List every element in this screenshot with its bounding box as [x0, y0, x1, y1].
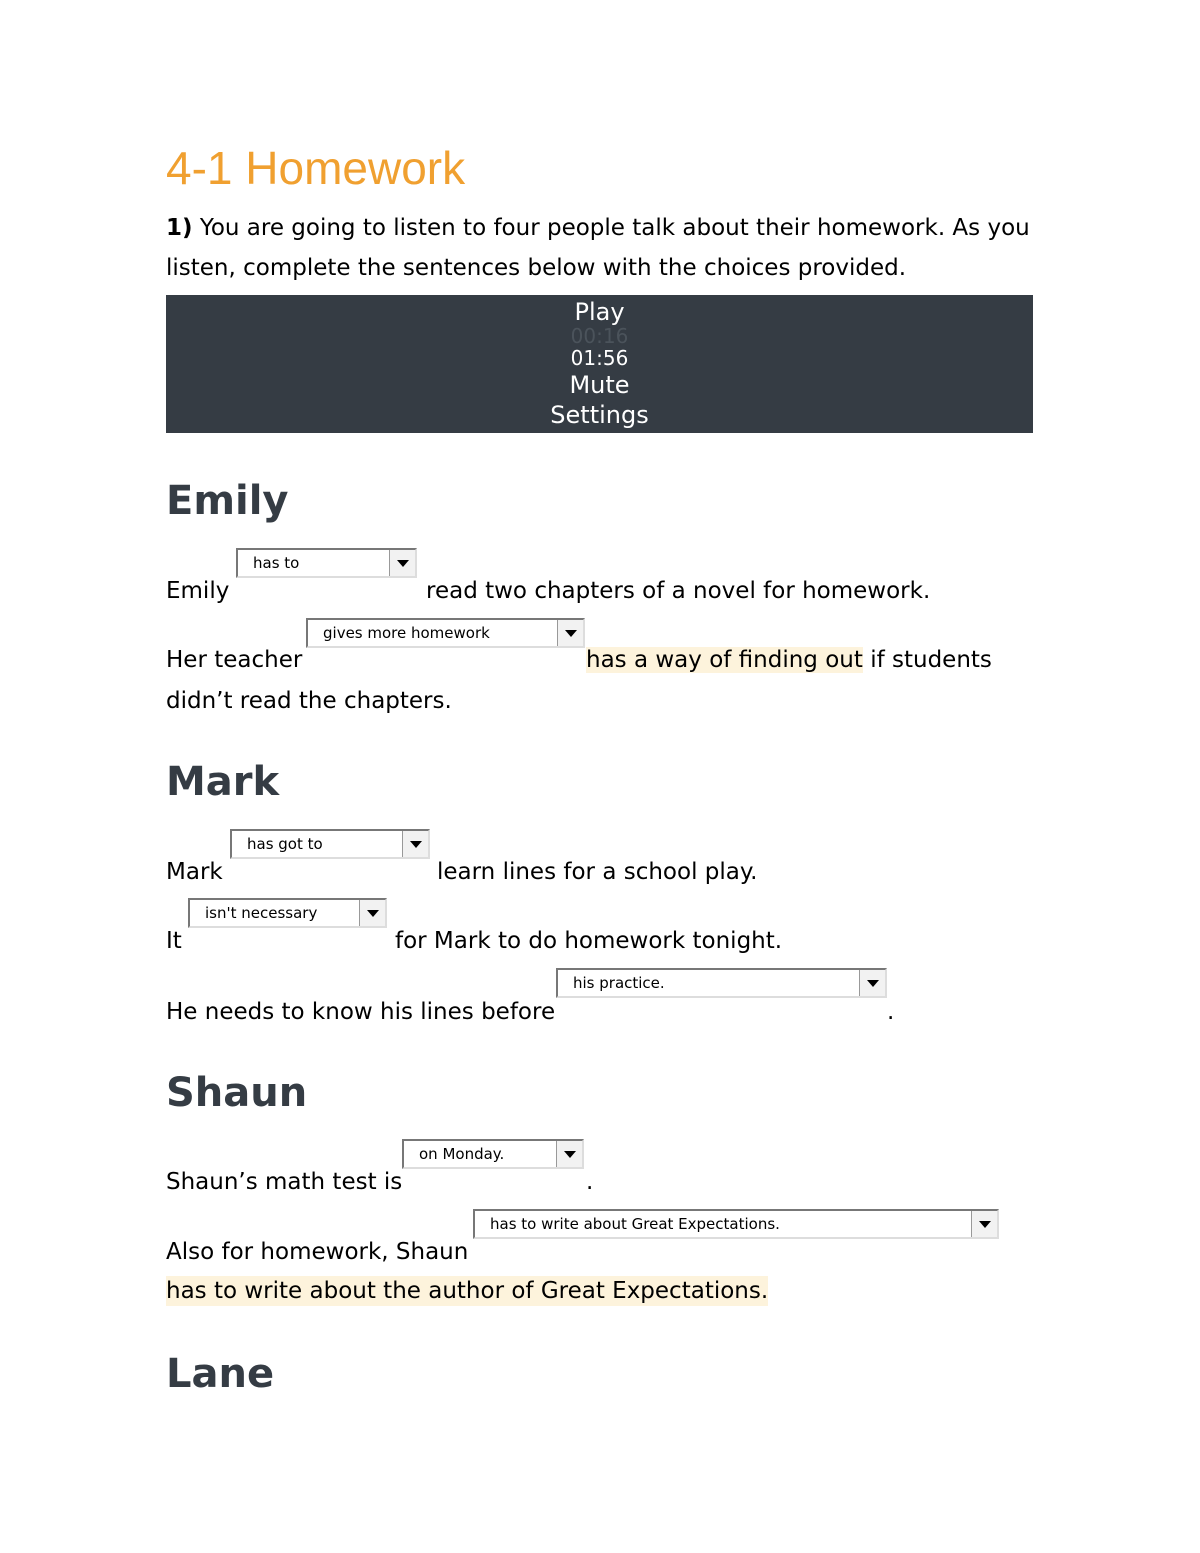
shaun-s2-text-before: Also for homework, Shaun [166, 1239, 469, 1265]
emily-s1-select-value: has to [253, 554, 300, 572]
page-title: 4-1 Homework [166, 142, 466, 194]
elapsed-time: 00:16 [570, 324, 629, 348]
mark-s1-select[interactable] [230, 829, 430, 859]
mark-s1-select-value: has got to [247, 835, 323, 853]
mark-s3-text-before: He needs to know his lines before [166, 999, 556, 1025]
section-heading-mark: Mark [166, 759, 280, 805]
mark-s3-text-after: . [887, 999, 895, 1025]
shaun-s2-select[interactable] [473, 1209, 999, 1239]
shaun-s1-select[interactable] [402, 1139, 584, 1169]
emily-s2-select[interactable] [306, 618, 585, 648]
chevron-down-icon[interactable] [556, 1141, 582, 1167]
mark-s1-text-after: learn lines for a school play. [437, 859, 758, 885]
mark-s1-text-before: Mark [166, 859, 223, 885]
instructions [166, 208, 1046, 288]
emily-s1-select[interactable] [236, 548, 417, 578]
emily-s2-select-value: gives more homework [323, 624, 490, 642]
mark-s3-select-value: his practice. [573, 974, 665, 992]
shaun-s2-select-value: has to write about Great Expectations. [490, 1215, 780, 1233]
settings-button[interactable]: Settings [550, 401, 649, 429]
shaun-s1-text-after: . [586, 1169, 594, 1195]
section-heading-emily: Emily [166, 478, 289, 524]
duration-time: 01:56 [570, 346, 629, 370]
emily-s2-highlight: has a way of finding out [586, 647, 863, 673]
audio-player [166, 295, 1033, 433]
question-number: 1) [166, 215, 193, 241]
shaun-s2-highlight: has to write about the author of Great Expectations. [166, 1278, 769, 1304]
chevron-down-icon[interactable] [557, 620, 583, 646]
shaun-s1-text-before: Shaun’s math test is [166, 1169, 403, 1195]
mark-s2-select[interactable] [188, 898, 387, 928]
emily-s2-text-cont: didn’t read the chapters. [166, 688, 452, 714]
emily-s2-text-after [586, 645, 992, 675]
mute-button[interactable]: Mute [569, 371, 630, 399]
emily-s1-text-before: Emily [166, 578, 230, 604]
emily-s1-text-after: read two chapters of a novel for homework. [426, 578, 931, 604]
play-button[interactable]: Play [574, 298, 625, 326]
chevron-down-icon[interactable] [859, 970, 885, 996]
mark-s3-select[interactable] [556, 968, 887, 998]
instructions-text: You are going to listen to four people talk about their homework. As you listen, complete the sentences below with the choices provided. [166, 215, 1030, 281]
mark-s2-text-before: It [166, 928, 182, 954]
chevron-down-icon[interactable] [359, 900, 385, 926]
shaun-s1-select-value: on Monday. [419, 1145, 505, 1163]
chevron-down-icon[interactable] [971, 1211, 997, 1237]
chevron-down-icon[interactable] [402, 831, 428, 857]
emily-s2-text-before: Her teacher [166, 647, 303, 673]
section-heading-shaun: Shaun [166, 1070, 308, 1116]
mark-s2-text-after: for Mark to do homework tonight. [395, 928, 783, 954]
chevron-down-icon[interactable] [389, 550, 415, 576]
section-heading-lane: Lane [166, 1351, 275, 1397]
mark-s2-select-value: isn't necessary [205, 904, 318, 922]
emily-s2-text-tail: if students [862, 647, 992, 673]
